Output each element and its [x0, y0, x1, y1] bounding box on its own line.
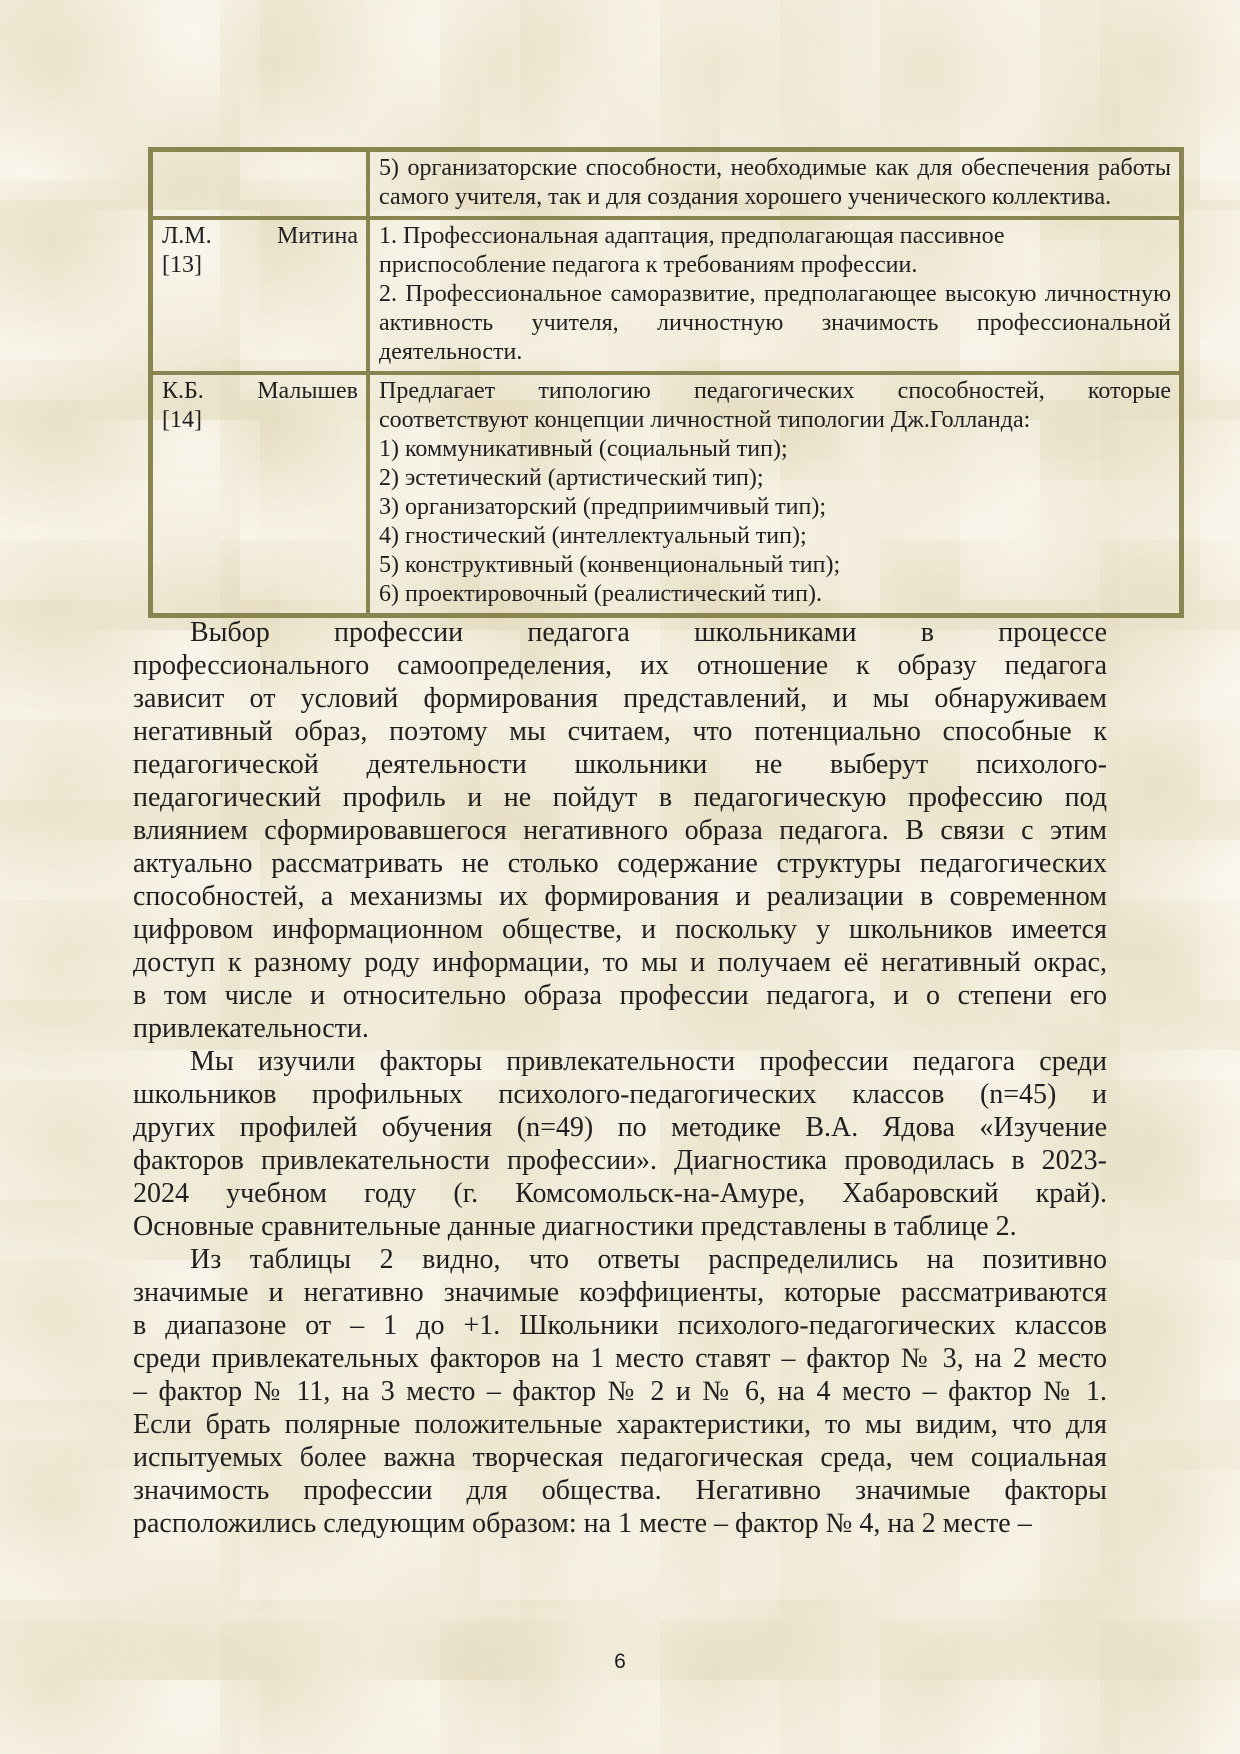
table-row-malyshev [151, 373, 1182, 616]
page-number: 6 [614, 1650, 626, 1673]
description-line: деятельности. [379, 339, 523, 365]
author-name [162, 222, 358, 251]
author-initials: Л.М. [162, 223, 212, 249]
description-cell [368, 218, 1182, 373]
body-text-line: негативный образ, поэтому мы считаем, что потенциально способные к [133, 716, 1107, 747]
body-text-line: школьников профильных психолого-педагогических классов (n=45) и [133, 1079, 1107, 1110]
body-text-line: в диапазоне от – 1 до +1. Школьники психолого-педагогических классов [133, 1310, 1107, 1341]
author-surname: Малышев [257, 378, 358, 404]
body-text-line: – фактор № 11, на 3 место – фактор № 2 и № 6, на 4 место – фактор № 1. [133, 1376, 1107, 1407]
description-cell [368, 150, 1182, 219]
body-text-line: расположились следующим образом: на 1 месте – фактор № 4, на 2 месте – [133, 1508, 1032, 1539]
author-initials: К.Б. [162, 378, 204, 404]
body-text-line: Из таблицы 2 видно, что ответы распределились на позитивно [190, 1244, 1107, 1275]
body-text-line: 2024 учебном году (г. Комсомольск-на-Амуре, Хабаровский край). [133, 1178, 1107, 1209]
typology-item: 3) организаторский (предприимчивый тип); [379, 494, 827, 520]
typology-item: 4) гностический (интеллектуальный тип); [379, 523, 807, 549]
body-text-line: способностей, а механизмы их формирования и реализации в современном [133, 881, 1107, 912]
author-surname: Митина [276, 223, 358, 249]
description-line: 1. Профессиональная адаптация, предполагающая пассивное [379, 223, 1005, 249]
body-text-line: Если брать полярные положительные характеристики, то мы видим, что для [133, 1409, 1107, 1440]
body-text-line: среди привлекательных факторов на 1 место ставят – фактор № 3, на 2 место [133, 1343, 1107, 1374]
body-text-line: значимость профессии для общества. Негативно значимые факторы [133, 1475, 1107, 1506]
pedagogical-abilities-table [148, 147, 1184, 618]
article-body [133, 616, 1107, 1540]
description-line: активность учителя, личностную значимость профессиональной [379, 310, 1171, 336]
description-cell [368, 373, 1182, 616]
body-text-line: актуально рассматривать не столько содержание структуры педагогических [133, 848, 1107, 879]
body-text-line: Выбор профессии педагога школьниками в процессе [190, 617, 1107, 648]
typology-item: 5) конструктивный (конвенциональный тип); [379, 552, 841, 578]
description-line: соответствуют концепции личностной типологии Дж.Голланда: [379, 407, 1031, 433]
description-line: самого учителя, так и для создания хорошего ученического коллектива. [379, 184, 1112, 210]
body-text-line: значимые и негативно значимые коэффициенты, которые рассматриваются [133, 1277, 1107, 1308]
body-text-line: педагогической деятельности школьники не выберут психолого- [133, 749, 1107, 780]
body-text-line: доступ к разному роду информации, то мы и получаем её негативный окрас, [133, 947, 1107, 978]
paragraph-2 [133, 1045, 1107, 1243]
author-cell [151, 218, 369, 373]
body-text-line: Основные сравнительные данные диагностики представлены в таблице 2. [133, 1211, 1017, 1242]
body-text-line: цифровом информационном обществе, и поскольку у школьников имеется [133, 914, 1107, 945]
author-cell [151, 373, 369, 616]
typology-item: 6) проектировочный (реалистический тип). [379, 581, 822, 607]
description-line: Предлагает типологию педагогических способностей, которые [379, 378, 1171, 404]
body-text-line: испытуемых более важна творческая педагогическая среда, чем социальная [133, 1442, 1107, 1473]
description-line: 5) организаторские способности, необходимые как для обеспечения работы [379, 155, 1171, 181]
table-row-mitina [151, 218, 1182, 373]
body-text-line: Мы изучили факторы привлекательности профессии педагога среди [190, 1046, 1107, 1077]
typology-item: 2) эстетический (артистический тип); [379, 465, 764, 491]
description-line: приспособление педагога к требованиям профессии. [379, 252, 918, 278]
paragraph-1 [133, 616, 1107, 1045]
body-text-line: влиянием сформировавшегося негативного образа педагога. В связи с этим [133, 815, 1107, 846]
typology-item: 1) коммуникативный (социальный тип); [379, 436, 788, 462]
author-ref: [13] [162, 252, 202, 278]
author-ref: [14] [162, 407, 202, 433]
body-text-line: педагогический профиль и не пойдут в педагогическую профессию под [133, 782, 1107, 813]
table-row-continuation [151, 150, 1182, 219]
body-text-line: профессионального самоопределения, их отношение к образу педагога [133, 650, 1107, 681]
description-line: 2. Профессиональное саморазвитие, предполагающее высокую личностную [379, 281, 1171, 307]
body-text-line: других профилей обучения (n=49) по методике В.А. Ядова «Изучение [133, 1112, 1107, 1143]
body-text-line: факторов привлекательности профессии». Диагностика проводилась в 2023- [133, 1145, 1107, 1176]
author-name [162, 377, 358, 406]
author-cell [151, 150, 369, 219]
paragraph-3 [133, 1243, 1107, 1540]
body-text-line: привлекательности. [133, 1013, 369, 1044]
body-text-line: в том числе и относительно образа профессии педагога, и о степени его [133, 980, 1107, 1011]
body-text-line: зависит от условий формирования представлений, и мы обнаруживаем [133, 683, 1107, 714]
